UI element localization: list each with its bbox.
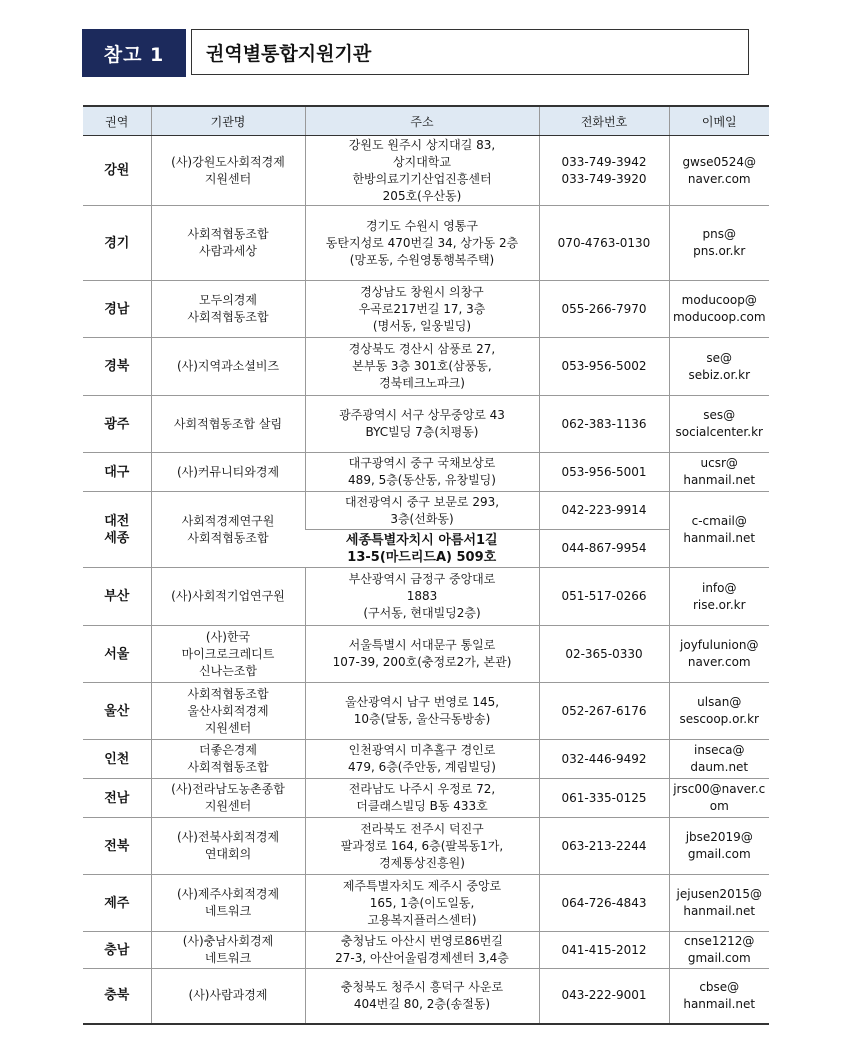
cell-agency-name [151, 626, 305, 683]
cell-region [83, 281, 151, 338]
cell-address [305, 530, 539, 568]
cell-email [669, 136, 769, 206]
cell-region [83, 206, 151, 281]
cell-phone [539, 875, 669, 932]
agency-name-line: 사회적협동조합 [187, 310, 269, 324]
address-line: (구서동, 현대빌딩2층) [363, 606, 481, 620]
cell-email [669, 740, 769, 779]
cell-address [305, 683, 539, 740]
table-row [83, 136, 769, 206]
address-line: (명서동, 일웅빌딩) [372, 318, 472, 333]
cell-address [305, 740, 539, 779]
cell-region [83, 969, 151, 1024]
cell-agency-name [151, 779, 305, 818]
cell-agency-name [151, 969, 305, 1024]
email-line: inseca@ [693, 743, 745, 757]
email-line: daum.net [690, 760, 749, 774]
email-line: cnse1212@ [684, 934, 755, 948]
email-line: hanmail.net [683, 996, 756, 1011]
email-line: info@ [701, 580, 737, 595]
agency-name-line: 네트워크 [204, 951, 252, 965]
phone-line: 033-749-3942 [561, 154, 647, 169]
address-line: 강원도 원주시 상지대길 83, [348, 137, 496, 152]
region-line: 전북 [104, 838, 130, 854]
address-line: 10층(달동, 울산극동방송) [353, 712, 491, 726]
email-line: joyfulunion@ [680, 638, 759, 652]
table-row [83, 818, 769, 875]
reference-badge: 참고 1 [82, 29, 186, 77]
region-line: 전남 [104, 790, 130, 806]
cell-email [669, 206, 769, 281]
table-row [83, 779, 769, 818]
email-line: se@ [706, 350, 733, 365]
cell-address [305, 492, 539, 530]
cell-phone [539, 683, 669, 740]
cell-phone [539, 206, 669, 281]
agency-name-line: 지원센터 [204, 720, 252, 735]
phone-line: 052-267-6176 [561, 703, 647, 718]
cell-phone [539, 530, 669, 568]
address-line: 전라북도 전주시 덕진구 [360, 821, 484, 836]
email-line: cbse@ [699, 979, 740, 994]
email-line: jejusen2015@ [676, 887, 762, 901]
table-row [83, 492, 769, 530]
cell-email [669, 626, 769, 683]
agency-name-line: 지원센터 [204, 799, 252, 813]
agency-name-line: (사)지역과소셜비즈 [176, 359, 280, 373]
address-line: 인천광역시 미추홀구 경인로 [348, 743, 496, 757]
cell-phone [539, 969, 669, 1024]
column-header-address: 주소 [305, 106, 539, 136]
cell-address [305, 626, 539, 683]
address-line: 대구광역시 중구 국채보상로 [348, 456, 496, 470]
address-line: 경상북도 경산시 삼풍로 27, [348, 342, 496, 356]
table-header-row [83, 106, 769, 136]
cell-region [83, 396, 151, 453]
email-line: ulsan@ [697, 695, 742, 709]
address-line: 13-5(마드리드A) 509호 [347, 549, 497, 565]
cell-address [305, 932, 539, 969]
table-row [83, 932, 769, 969]
email-line: moducoop@ [681, 293, 757, 307]
region-line: 제주 [104, 895, 130, 911]
cell-phone [539, 568, 669, 626]
cell-email [669, 932, 769, 969]
region-line: 경북 [104, 359, 130, 374]
cell-agency-name [151, 875, 305, 932]
cell-agency-name [151, 818, 305, 875]
address-line: 충청남도 아산시 번영로86번길 [340, 934, 503, 948]
address-line: 1883 [406, 589, 438, 603]
table-row [83, 875, 769, 932]
address-line: 경기도 수원시 영통구 [366, 218, 478, 233]
address-line: BYC빌딩 7층(치평동) [365, 425, 479, 439]
address-line: 울산광역시 남구 번영로 145, [344, 695, 500, 709]
region-line: 대전 [104, 513, 130, 529]
cell-address [305, 396, 539, 453]
email-line: gwse0524@ [682, 154, 757, 169]
region-line: 세종 [104, 530, 130, 546]
table-row [83, 626, 769, 683]
address-line: 세종특별자치시 아름서1길 [345, 532, 498, 548]
cell-region [83, 683, 151, 740]
phone-line: 053-956-5002 [561, 359, 647, 373]
email-line: hanmail.net [683, 904, 756, 918]
phone-line: 063-213-2244 [561, 838, 647, 853]
column-header-email: 이메일 [669, 106, 769, 136]
email-line: gmail.com [687, 847, 751, 861]
email-line: ses@ [703, 408, 736, 422]
agency-name-line: 울산사회적경제 [187, 703, 269, 718]
phone-line: 041-415-2012 [561, 942, 647, 957]
cell-region [83, 453, 151, 492]
address-line: 전라남도 나주시 우정로 72, [348, 782, 496, 796]
region-line: 충북 [104, 988, 130, 1004]
agency-name-line: 지원센터 [204, 171, 252, 186]
cell-email [669, 568, 769, 626]
address-line: 489, 5층(동산동, 유창빌딩) [348, 473, 496, 487]
agency-name-line: 사회적협동조합 [187, 530, 269, 545]
region-line: 경남 [104, 301, 130, 317]
email-line: moducoop.com [672, 310, 766, 324]
table-row [83, 683, 769, 740]
address-line: 서울특별시 서대문구 통일로 [348, 638, 496, 652]
cell-address [305, 779, 539, 818]
phone-line: 042-223-9914 [561, 503, 647, 517]
cell-agency-name [151, 740, 305, 779]
agency-name-line: (사)전북사회적경제 [176, 830, 280, 844]
cell-agency-name [151, 492, 305, 568]
agency-name-line: (사)커뮤니티와경제 [176, 464, 280, 479]
cell-address [305, 453, 539, 492]
address-line: 고용복지플러스센터) [367, 912, 477, 927]
email-line: socialcenter.kr [675, 425, 763, 439]
cell-email [669, 281, 769, 338]
cell-region [83, 492, 151, 568]
cell-phone [539, 136, 669, 206]
cell-region [83, 740, 151, 779]
address-line: 부산광역시 금정구 중앙대로 [348, 572, 496, 586]
cell-phone [539, 740, 669, 779]
email-line: om [709, 799, 729, 813]
cell-phone [539, 492, 669, 530]
table-row [83, 969, 769, 1024]
cell-region [83, 136, 151, 206]
cell-phone [539, 626, 669, 683]
region-line: 울산 [104, 703, 130, 719]
address-line: 165, 1층(이도일동, [369, 895, 475, 910]
column-header-region: 권역 [83, 106, 151, 136]
phone-line: 070-4763-0130 [557, 235, 651, 250]
cell-email [669, 875, 769, 932]
cell-region [83, 568, 151, 626]
cell-address [305, 568, 539, 626]
address-line: 3층(선화동) [390, 511, 454, 526]
address-line: 더클래스빌딩 B동 433호 [356, 799, 488, 813]
address-line: 경상남도 창원시 의창구 [360, 284, 484, 299]
cell-region [83, 338, 151, 396]
cell-address [305, 875, 539, 932]
cell-phone [539, 338, 669, 396]
agency-name-line: (사)전라남도농촌종합 [171, 782, 285, 796]
email-line: sebiz.or.kr [688, 367, 751, 382]
email-line: gmail.com [687, 951, 751, 965]
address-line: 상지대학교 [393, 154, 451, 169]
agency-name-line: 사회적경제연구원 [181, 513, 275, 528]
region-line: 광주 [104, 416, 130, 432]
agency-name-line: 더좋은경제 [199, 743, 257, 757]
address-line: 제주특별자치도 제주시 중앙로 [342, 878, 502, 893]
cell-region [83, 875, 151, 932]
phone-line: 02-365-0330 [565, 646, 643, 661]
cell-agency-name [151, 206, 305, 281]
address-line: 107-39, 200호(충정로2가, 본관) [332, 655, 512, 669]
cell-phone [539, 932, 669, 969]
cell-email [669, 969, 769, 1024]
email-line: hanmail.net [683, 473, 756, 487]
agency-name-line: (사)사회적기업연구원 [171, 589, 285, 603]
cell-email [669, 338, 769, 396]
table-row [83, 281, 769, 338]
column-header-phone: 전화번호 [539, 106, 669, 136]
address-line: 팔과정로 164, 6층(팔복동1가, [340, 838, 504, 853]
cell-agency-name [151, 136, 305, 206]
cell-agency-name [151, 932, 305, 969]
cell-agency-name [151, 683, 305, 740]
email-line: jrsc00@naver.c [673, 782, 766, 796]
agency-name-line: 사람과세상 [199, 244, 257, 258]
region-line: 인천 [104, 751, 130, 767]
agency-name-line: (사)한국 [205, 629, 251, 644]
region-line: 대구 [104, 464, 130, 480]
email-line: hanmail.net [683, 530, 756, 545]
phone-line: 044-867-9954 [561, 541, 647, 555]
agency-name-line: 사회적협동조합 살림 [173, 416, 283, 431]
agency-name-line: 연대회의 [204, 847, 252, 861]
region-line: 충남 [104, 942, 130, 958]
cell-address [305, 281, 539, 338]
agency-name-line: (사)강원도사회적경제 [171, 154, 285, 169]
agency-name-line: 사회적협동조합 [187, 686, 269, 701]
cell-email [669, 396, 769, 453]
phone-line: 064-726-4843 [561, 895, 647, 910]
cell-address [305, 969, 539, 1024]
cell-address [305, 338, 539, 396]
cell-region [83, 932, 151, 969]
table-row [83, 338, 769, 396]
email-line: naver.com [687, 655, 751, 669]
phone-line: 055-266-7970 [561, 301, 647, 316]
phone-line: 032-446-9492 [561, 751, 647, 766]
agency-name-line: 모두의경제 [199, 293, 257, 307]
cell-email [669, 492, 769, 568]
address-line: 205호(우산동) [382, 188, 462, 203]
phone-line: 033-749-3920 [561, 171, 647, 186]
cell-email [669, 779, 769, 818]
address-line: 동탄지성로 470번길 34, 상가동 2층 [325, 235, 519, 250]
section-header [82, 29, 749, 77]
email-line: pns.or.kr [693, 244, 746, 258]
region-line: 강원 [104, 163, 130, 178]
agency-name-line: 네트워크 [204, 904, 252, 918]
address-line: 충청북도 청주시 흥덕구 사운로 [340, 979, 504, 994]
cell-address [305, 206, 539, 281]
phone-line: 061-335-0125 [561, 790, 647, 805]
address-line: 광주광역시 서구 상무중앙로 43 [339, 408, 505, 422]
column-header-name: 기관명 [151, 106, 305, 136]
cell-agency-name [151, 281, 305, 338]
phone-line: 051-517-0266 [561, 589, 647, 603]
email-line: ucsr@ [700, 456, 738, 470]
cell-agency-name [151, 396, 305, 453]
email-line: rise.or.kr [692, 597, 746, 612]
phone-line: 062-383-1136 [561, 416, 647, 431]
support-agency-table [83, 105, 769, 1025]
address-line: 본부동 3층 301호(삼풍동, [352, 359, 492, 373]
table-row [83, 453, 769, 492]
address-line: 한방의료기기산업진흥센터 [352, 171, 492, 186]
table-row [83, 396, 769, 453]
email-line: naver.com [687, 171, 751, 186]
address-line: 대전광역시 중구 보문로 293, [344, 494, 500, 509]
cell-address [305, 818, 539, 875]
agency-name-line: (사)충남사회경제 [182, 934, 274, 948]
agency-name-line: (사)제주사회적경제 [176, 887, 280, 901]
address-line: 479, 6층(주안동, 계림빌딩) [348, 760, 496, 774]
email-line: sescoop.or.kr [679, 712, 759, 726]
cell-phone [539, 818, 669, 875]
cell-region [83, 818, 151, 875]
cell-email [669, 683, 769, 740]
page-title: 권역별통합지원기관 [191, 29, 749, 75]
cell-address [305, 136, 539, 206]
agency-name-line: 마이크로크레디트 [181, 646, 275, 661]
cell-region [83, 779, 151, 818]
address-line: 경북테크노파크) [379, 376, 465, 390]
region-line: 경기 [104, 235, 130, 251]
phone-line: 043-222-9001 [561, 988, 647, 1003]
address-line: 경제통상진흥원) [379, 855, 465, 870]
agency-name-line: 사회적협동조합 [187, 227, 269, 241]
email-line: c-cmail@ [691, 513, 747, 528]
email-line: pns@ [702, 227, 736, 241]
agency-name-line: (사)사람과경제 [188, 988, 268, 1003]
region-line: 부산 [104, 589, 130, 604]
cell-region [83, 626, 151, 683]
table-row [83, 568, 769, 626]
cell-phone [539, 453, 669, 492]
region-line: 서울 [104, 646, 130, 662]
cell-email [669, 453, 769, 492]
agency-name-line: 사회적협동조합 [187, 760, 269, 774]
address-line: 우곡로217번길 17, 3층 [358, 301, 486, 316]
cell-agency-name [151, 568, 305, 626]
cell-agency-name [151, 338, 305, 396]
address-line: (망포동, 수원영통행복주택) [349, 252, 495, 267]
cell-phone [539, 281, 669, 338]
cell-agency-name [151, 453, 305, 492]
cell-phone [539, 396, 669, 453]
phone-line: 053-956-5001 [561, 464, 647, 479]
agency-name-line: 신나는조합 [199, 663, 257, 678]
table-row [83, 206, 769, 281]
table-row [83, 740, 769, 779]
address-line: 404번길 80, 2층(송절동) [353, 996, 491, 1011]
cell-email [669, 818, 769, 875]
cell-phone [539, 779, 669, 818]
address-line: 27-3, 아산어울림경제센터 3,4층 [335, 951, 509, 965]
email-line: jbse2019@ [685, 830, 753, 844]
